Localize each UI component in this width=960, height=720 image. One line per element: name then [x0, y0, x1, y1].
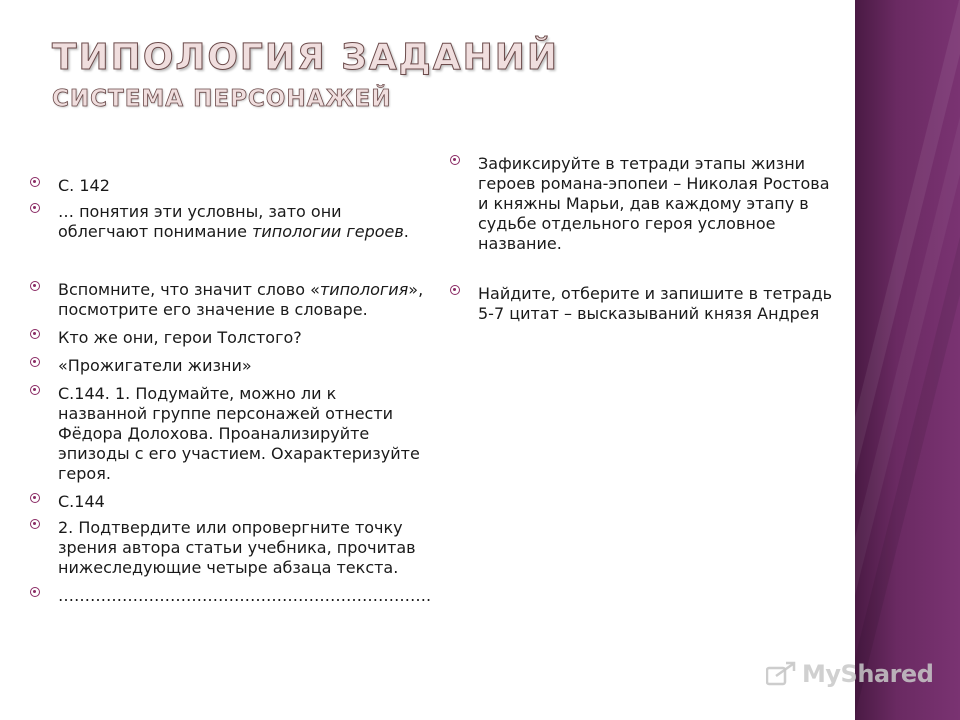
list-item: [450, 154, 840, 254]
watermark: [766, 656, 933, 692]
bullet-icon: [30, 519, 40, 529]
list-item-text: «Прожигатели жизни»: [58, 356, 252, 375]
left-bullet-list: [30, 176, 430, 606]
bullet-icon: [30, 493, 40, 503]
list-item: [30, 280, 430, 320]
list-item-text: », посмотрите его значение в словаре.: [58, 280, 424, 319]
list-item: [30, 356, 430, 376]
bullet-icon: [30, 329, 40, 339]
list-item-text: Найдите, отберите и запишите в тетрадь 5-7 цитат – высказываний князя Андрея: [478, 284, 833, 323]
list-item: [30, 176, 430, 196]
list-item: [30, 384, 430, 484]
list-item-text: Зафиксируйте в тетради этапы жизни героев романа-эпопеи – Николая Ростова и княжны Марьи, дав каждому этапу в судьбе отдельного героя условное название.: [478, 154, 830, 253]
list-item-text: .: [403, 222, 409, 241]
bullet-icon: [30, 357, 40, 367]
bullet-icon: [450, 285, 460, 295]
list-item-text: Вспомните, что значит слово «: [58, 280, 320, 299]
list-item: [30, 518, 430, 578]
list-item-italic: типология: [319, 280, 409, 299]
list-item-text: Кто же они, герои Толстого?: [58, 328, 302, 347]
bullet-icon: [30, 203, 40, 213]
watermark-text: MyShared: [802, 660, 934, 688]
list-item-text: … понятия эти условны, зато они облегчают понимание: [58, 202, 342, 241]
list-item: [30, 586, 430, 606]
decorative-side-band: [855, 0, 960, 720]
myshared-logo-icon: [766, 660, 796, 688]
bullet-icon: [30, 587, 40, 597]
bullet-icon: [30, 385, 40, 395]
list-item: [450, 284, 840, 324]
slide-title: ТИПОЛОГИЯ ЗАДАНИЙ: [52, 37, 559, 78]
list-item: [30, 202, 430, 242]
list-item-text: С.144. 1. Подумайте, можно ли к названной группе персонажей отнести Фёдора Долохова. Проанализируйте эпизоды с его участием. Охарактеризуйте героя.: [58, 384, 420, 483]
list-item-text: 2. Подтвердите или опровергните точку зрения автора статьи учебника, прочитав нижеследующие четыре абзаца текста.: [58, 518, 416, 577]
list-item: [30, 328, 430, 348]
list-item-text: С. 142: [58, 176, 110, 195]
list-item-text: …………………………………………………………….: [58, 586, 432, 605]
bullet-icon: [30, 177, 40, 187]
list-item-italic: типологии героев: [252, 222, 404, 241]
list-item: [30, 492, 430, 512]
bullet-icon: [450, 155, 460, 165]
right-bullet-list: [450, 154, 840, 324]
list-item-text: С.144: [58, 492, 105, 511]
slide-subtitle: СИСТЕМА ПЕРСОНАЖЕЙ: [52, 86, 392, 112]
bullet-icon: [30, 281, 40, 291]
